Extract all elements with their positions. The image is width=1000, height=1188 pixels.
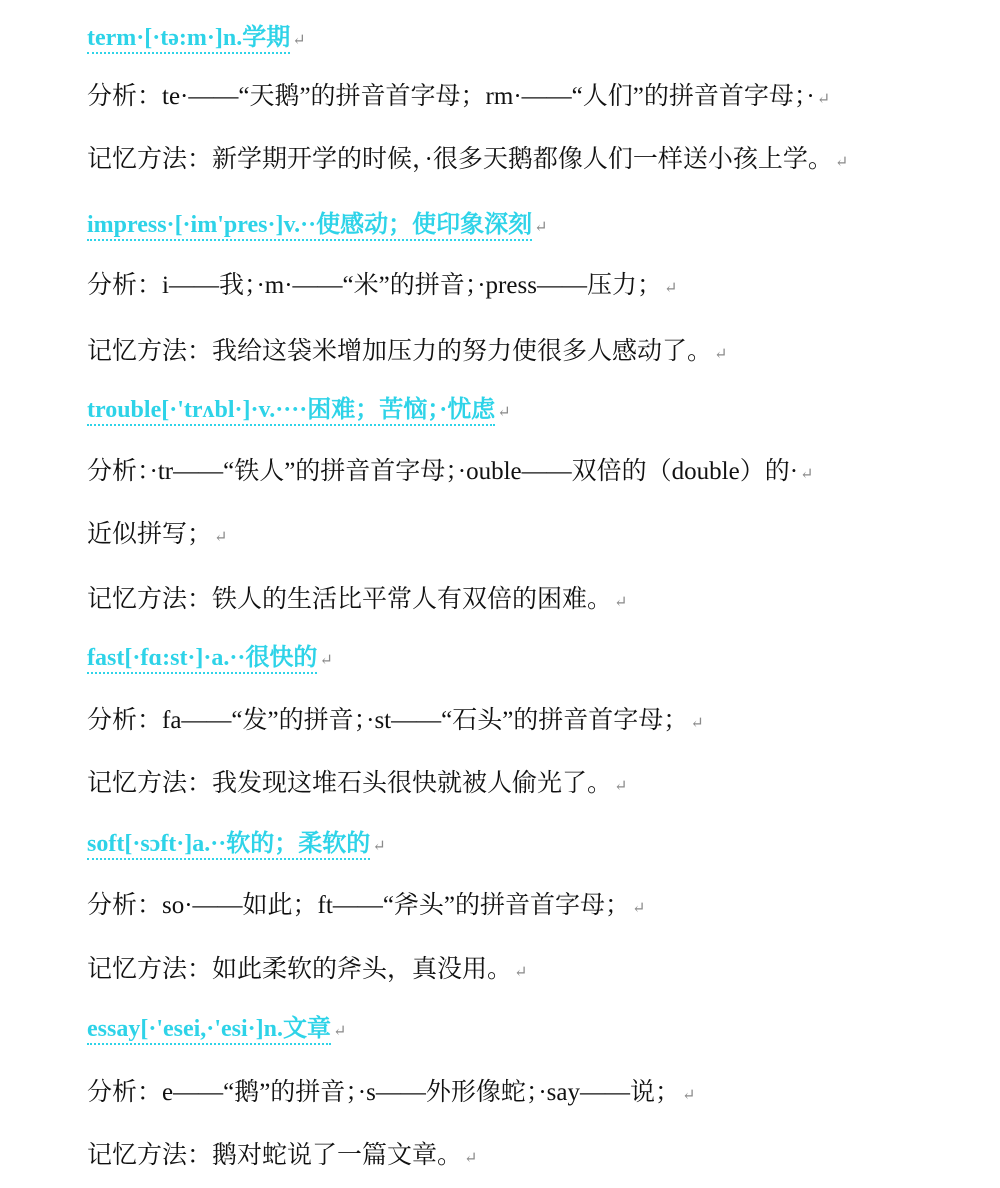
vocab-headword-line bbox=[87, 208, 548, 245]
paragraph-text: 近似拼写； bbox=[87, 521, 213, 548]
paragraph-text: 分析：·tr——“铁人”的拼音首字母；·ouble——双倍的（double）的· bbox=[87, 458, 799, 485]
paragraph-mark-icon: ↵ bbox=[464, 1150, 478, 1167]
paragraph-mark-icon: ↵ bbox=[690, 715, 704, 732]
vocab-headword-line bbox=[87, 393, 511, 430]
paragraph-mark-icon: ↵ bbox=[614, 778, 628, 795]
headword-text: soft[·sɔft·]a.··软的；柔软的 bbox=[87, 831, 370, 860]
paragraph-text: 分析：te·——“天鹅”的拼音首字母；rm·——“人们”的拼音首字母；· bbox=[87, 83, 815, 110]
paragraph-mark-icon: ↵ bbox=[632, 900, 646, 917]
paragraph-text: 记忆方法：新学期开学的时候，·很多天鹅都像人们一样送小孩上学。 bbox=[87, 146, 833, 173]
paragraph-text: 分析：so·——如此；ft——“斧头”的拼音首字母； bbox=[87, 892, 631, 919]
vocab-headword-line bbox=[87, 827, 386, 864]
paragraph-mark-icon: ↵ bbox=[663, 280, 678, 297]
paragraph-mark-icon: ↵ bbox=[292, 32, 306, 49]
headword-text: term·[·tə:m·]n.学期 bbox=[87, 25, 290, 54]
paragraph-mark-icon: ↵ bbox=[682, 1087, 696, 1104]
paragraph-text: 记忆方法：鹅对蛇说了一篇文章。 bbox=[87, 1142, 463, 1169]
paragraph-mark-icon: ↵ bbox=[319, 652, 333, 669]
body-text-line bbox=[87, 1076, 695, 1113]
body-text-line bbox=[87, 80, 830, 117]
paragraph-text: 分析：fa——“发”的拼音；·st——“石头”的拼音首字母； bbox=[87, 707, 689, 734]
body-text-line bbox=[87, 953, 527, 990]
paragraph-mark-icon: ↵ bbox=[800, 466, 814, 483]
paragraph-text: 记忆方法：我给这袋米增加压力的努力使很多人感动了。 bbox=[87, 338, 713, 365]
paragraph-text: 分析：i——我；·m·——“米”的拼音；·press——压力； bbox=[87, 272, 662, 299]
paragraph-mark-icon: ↵ bbox=[514, 964, 528, 981]
paragraph-text: 记忆方法：我发现这堆石头很快就被人偷光了。 bbox=[87, 770, 613, 797]
headword-text: essay[·'esei,·'esi·]n.文章 bbox=[87, 1016, 331, 1045]
body-text-line bbox=[87, 269, 677, 306]
body-text-line bbox=[87, 583, 627, 620]
paragraph-mark-icon: ↵ bbox=[834, 154, 849, 171]
body-text-line bbox=[87, 889, 645, 926]
paragraph-mark-icon: ↵ bbox=[497, 404, 511, 421]
body-text-line bbox=[87, 704, 704, 741]
vocab-headword-line bbox=[87, 1012, 346, 1049]
paragraph-text: 记忆方法：如此柔软的斧头，真没用。 bbox=[87, 956, 513, 983]
body-text-line bbox=[87, 518, 227, 555]
headword-text: fast[·fɑ:st·]·a.··很快的 bbox=[87, 645, 317, 674]
vocab-headword-line bbox=[87, 21, 306, 58]
paragraph-mark-icon: ↵ bbox=[714, 346, 728, 363]
headword-text: trouble[·'trʌbl·]·v.····困难；苦恼；·忧虑 bbox=[87, 397, 495, 426]
body-text-line bbox=[87, 455, 813, 492]
body-text-line bbox=[87, 767, 627, 804]
vocab-headword-line bbox=[87, 641, 333, 678]
paragraph-mark-icon: ↵ bbox=[214, 529, 228, 546]
paragraph-mark-icon: ↵ bbox=[614, 594, 628, 611]
body-text-line bbox=[87, 143, 848, 180]
paragraph-mark-icon: ↵ bbox=[816, 91, 831, 108]
paragraph-text: 分析：e——“鹅”的拼音；·s——外形像蛇；·say——说； bbox=[87, 1079, 680, 1106]
headword-text: impress·[·im'pres·]v.··使感动；使印象深刻 bbox=[87, 212, 532, 241]
paragraph-mark-icon: ↵ bbox=[534, 219, 548, 236]
paragraph-mark-icon: ↵ bbox=[372, 838, 386, 855]
body-text-line bbox=[87, 335, 727, 372]
body-text-line bbox=[87, 1139, 477, 1176]
paragraph-mark-icon: ↵ bbox=[332, 1023, 347, 1040]
paragraph-text: 记忆方法：铁人的生活比平常人有双倍的困难。 bbox=[87, 586, 613, 613]
